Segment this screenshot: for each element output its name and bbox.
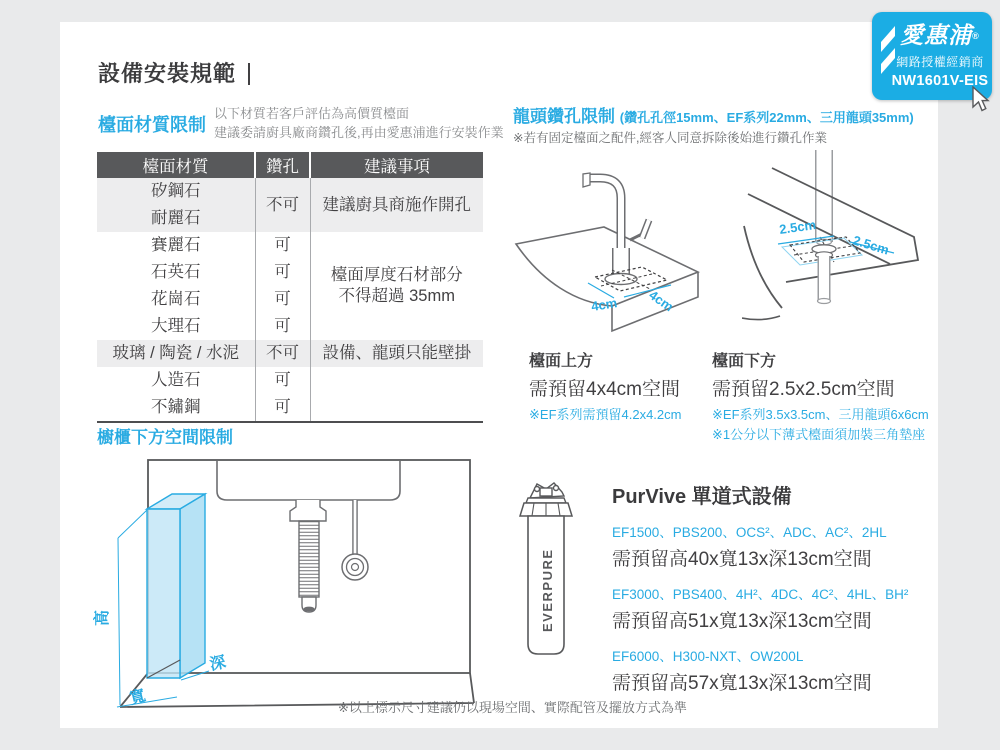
drill-cell: 可 <box>255 367 310 394</box>
drilling-heading-text: 龍頭鑽孔限制 <box>513 107 615 126</box>
material-cell: 石英石 <box>151 263 201 282</box>
drain-neck <box>290 500 326 521</box>
counter-above-info <box>529 348 719 424</box>
table-header-row <box>97 152 483 178</box>
countertop-note-line2: 建議委請廚具廠商鑽孔後,再由愛惠浦進行安裝作業 <box>214 125 504 140</box>
purvive-space: 需預留高57x寬13x深13cm空間 <box>612 673 872 694</box>
cabinet-under-sink-diagram <box>93 450 493 712</box>
title-divider <box>248 63 250 85</box>
purvive-title: PurVive 單道式設備 <box>612 486 792 508</box>
drain-pipe <box>299 521 319 597</box>
col-header-material: 檯面材質 <box>97 152 255 178</box>
counter-above-diagram <box>500 150 740 348</box>
dimension-label-height: 高 <box>94 609 111 626</box>
purvive-item <box>612 521 948 571</box>
material-cell: 花崗石 <box>151 290 201 309</box>
filter-head <box>526 483 566 503</box>
material-cell: 賽麗石 <box>151 236 201 255</box>
drill-cell: 不可 <box>255 340 310 367</box>
advice-line2: 不得超過 35mm <box>338 287 455 305</box>
drilling-heading-detail: (鑽孔孔徑15mm、EF系列22mm、三用龍頭35mm) <box>619 110 914 125</box>
material-cell: 矽鋼石 <box>97 178 255 205</box>
page-title <box>98 57 250 88</box>
material-cell: 耐麗石 <box>97 205 255 232</box>
counter-below-note2: ※1公分以下薄式檯面須加裝三角墊座 <box>712 427 926 442</box>
drill-cell: 可 <box>255 259 310 286</box>
advice-cell: 建議廚具商施作開孔 <box>310 178 483 232</box>
material-cell: 不鏽鋼 <box>151 398 201 417</box>
mouse-cursor-icon <box>972 86 994 112</box>
advice-cell-empty <box>310 367 483 422</box>
filter-collar <box>520 503 572 516</box>
counter-above-title: 檯面上方 <box>529 353 594 370</box>
material-cell: 人造石 <box>151 371 201 390</box>
counter-below-note1: ※EF系列3.5x3.5cm、三用龍頭6x6cm <box>712 407 929 422</box>
counter-below-diagram <box>742 150 992 348</box>
material-cell: 大理石 <box>151 317 201 336</box>
col-header-advice: 建議事項 <box>310 152 483 178</box>
drill-cell: 可 <box>255 313 310 340</box>
purvive-item <box>612 645 948 695</box>
counter-below-space: 需預留2.5x2.5cm空間 <box>712 379 895 400</box>
drill-cell: 可 <box>255 286 310 313</box>
dim-label-4cm-left: 4cm <box>590 295 619 314</box>
badge-brand: 愛惠浦® <box>900 22 980 48</box>
purvive-models: EF6000、H300-NXT、OW200L <box>612 649 804 664</box>
badge-code: NW1601V-EIS <box>891 73 989 89</box>
counter-below-title: 檯面下方 <box>712 353 777 370</box>
advice-cell: 設備、龍頭只能壁掛 <box>310 340 483 367</box>
table-row <box>97 340 483 367</box>
drilling-section-heading <box>513 102 914 127</box>
purvive-section <box>612 480 948 695</box>
dimension-label-depth: 深 <box>208 653 228 674</box>
purvive-filter-drawing <box>506 480 586 658</box>
col-header-drill: 鑽孔 <box>255 152 310 178</box>
badge-subtitle: 網路授權經銷商 <box>896 55 984 69</box>
dim-label-4cm-right: 4cm <box>646 287 677 315</box>
table-row <box>97 178 483 205</box>
advice-cell <box>310 232 483 340</box>
countertop-section-heading: 檯面材質限制 <box>98 115 206 135</box>
footer-note: ※以上標示尺寸建議仍以現場空間、實際配管及擺放方式為準 <box>338 700 687 715</box>
drilling-note: ※若有固定檯面之配件,經客人同意拆除後始進行鑽孔作業 <box>513 131 827 145</box>
counter-above-space: 需預留4x4cm空間 <box>529 379 680 400</box>
countertop-note-line1: 以下材質若客戶評估為高價質檯面 <box>214 106 410 121</box>
counter-above-note: ※EF系列需預留4.2x4.2cm <box>529 407 682 422</box>
page-title-text: 設備安裝規範 <box>98 61 237 86</box>
purvive-item <box>612 583 948 633</box>
drill-cell: 可 <box>255 394 310 422</box>
advice-line1: 檯面厚度石材部分 <box>330 266 463 285</box>
table-row <box>97 367 483 394</box>
dim-label-25cm-left: 2.5cm <box>778 216 817 237</box>
cabinet-section-heading: 櫥櫃下方空間限制 <box>97 428 233 447</box>
counter-below-info <box>712 348 952 444</box>
material-cell: 玻璃 / 陶瓷 / 水泥 <box>97 340 255 367</box>
dimension-label-width: 寬 <box>127 687 148 708</box>
table-row <box>97 232 483 259</box>
purvive-models: EF1500、PBS200、OCS²、ADC、AC²、2HL <box>612 525 887 540</box>
purvive-space: 需預留高40x寬13x深13cm空間 <box>612 549 872 570</box>
purvive-models: EF3000、PBS400、4H²、4DC、4C²、4HL、BH² <box>612 587 909 602</box>
countertop-section-note <box>214 104 504 142</box>
filter-brand-vertical: EVERPURE <box>540 548 555 632</box>
registered-mark: ® <box>972 31 980 41</box>
purvive-space: 需預留高51x寬13x深13cm空間 <box>612 611 872 632</box>
drill-cell: 可 <box>255 232 310 259</box>
dim-label-25cm-right: 2.5cm <box>851 232 891 258</box>
countertop-material-table <box>97 152 483 423</box>
reserved-space-box <box>147 494 205 678</box>
badge-chevron-stripes-icon <box>879 24 899 80</box>
drill-cell: 不可 <box>255 178 310 232</box>
sink-bowl <box>217 461 400 500</box>
